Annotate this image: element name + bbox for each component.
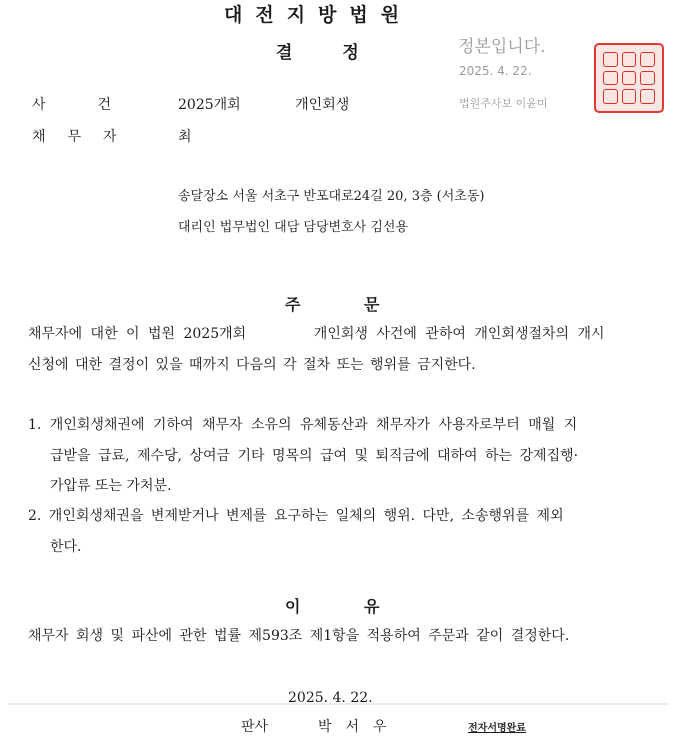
legal-agent: 대리인 법무법인 대담 담당변호사 김선용 [178, 220, 409, 235]
certified-copy-date: 2025. 4. 22. [459, 64, 532, 78]
order-item1-line1: 1. 개인회생채권에 기하여 채무자 소유의 유체동산과 채무자가 사용자로부터 매월 지 [28, 417, 578, 433]
order-heading-left: 주 [285, 295, 301, 314]
order-heading-right: 문 [364, 295, 380, 314]
order-text-line1: 채무자에 대한 이 법원 2025개회 개인회생 사건에 관하여 개인회생절차의 개시 [28, 326, 605, 342]
decision-date: 2025. 4. 22. [288, 690, 373, 706]
order-item2-line1: 2. 개인회생채권을 변제받거나 변제를 요구하는 일체의 행위. 다만, 소송행위를 제외 [28, 508, 564, 524]
order-text-line2: 신청에 대한 결정이 있을 때까지 다음의 각 절차 또는 행위를 금지한다. [28, 357, 476, 373]
document-type-right: 정 [342, 43, 359, 63]
case-number: 2025개회 [178, 97, 241, 113]
court-seal-icon [594, 43, 664, 113]
document-type [276, 38, 359, 63]
court-name: 대전지방법원 [224, 4, 413, 26]
order-heading [285, 292, 380, 315]
debtor-name: 최 [178, 129, 192, 145]
reason-heading-left: 이 [285, 597, 301, 616]
court-clerk: 법원주사보 이윤미 [459, 97, 548, 110]
order-item1-line3: 가압류 또는 가처분. [50, 478, 172, 494]
footer-divider [8, 703, 668, 705]
case-value [178, 94, 349, 114]
debtor-label: 채무자 [32, 129, 139, 145]
service-address: 송달장소 서울 서초구 반포대로24길 20, 3층 (서초동) [178, 189, 485, 204]
case-label: 사건 [32, 97, 164, 113]
reason-heading-right: 유 [364, 597, 380, 616]
order-item2-line2: 한다. [50, 539, 82, 555]
reason-text: 채무자 회생 및 파산에 관한 법률 제593조 제1항을 적용하여 주문과 같이 결정한다. [28, 628, 570, 644]
order-item1-line2: 급받을 급료, 제수당, 상여금 기타 명목의 급여 및 퇴직금에 대하여 하는 강제집행· [50, 448, 579, 464]
case-name: 개인회생 [295, 97, 350, 113]
reason-heading [285, 594, 380, 617]
judge-name: 박서우 [318, 719, 401, 735]
document-type-left: 결 [276, 43, 293, 63]
certified-copy-label: 정본입니다. [458, 37, 546, 57]
judge-title: 판사 [241, 719, 269, 735]
electronic-signature-badge: 전자서명완료 [468, 723, 526, 734]
